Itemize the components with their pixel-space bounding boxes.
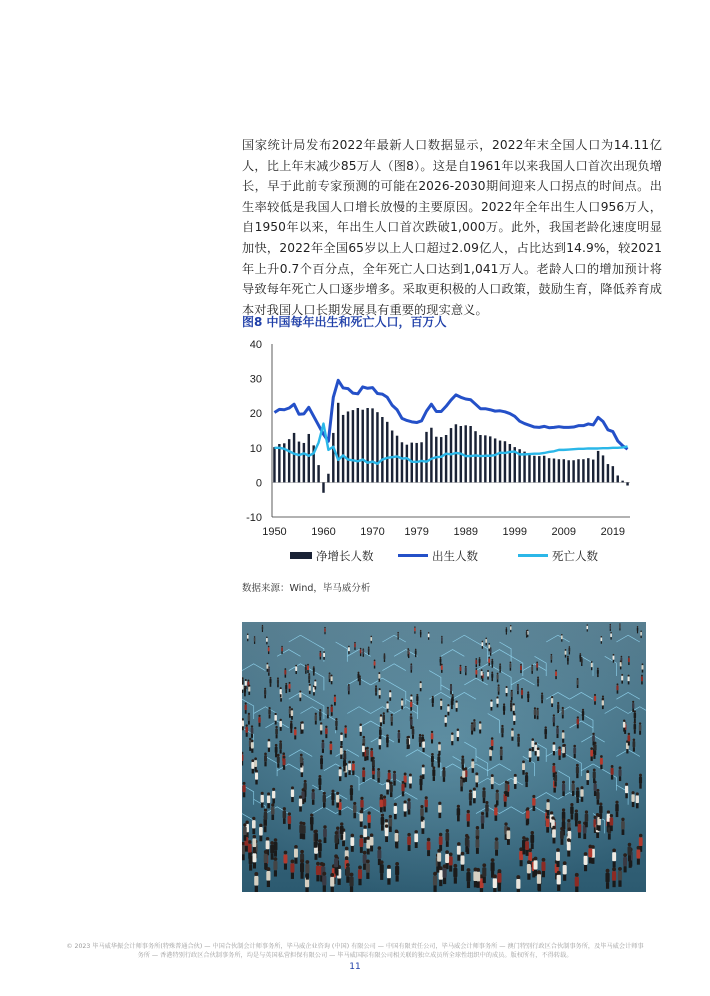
- net-growth-bar: [322, 482, 324, 492]
- net-growth-bar: [474, 431, 476, 482]
- net-growth-bar: [381, 417, 383, 482]
- net-growth-bar: [484, 435, 486, 482]
- net-growth-bar: [273, 447, 275, 482]
- x-tick-label: 1970: [360, 526, 385, 538]
- net-growth-bar: [386, 422, 388, 483]
- figure-title: 图8 中国每年出生和死亡人口，百万人: [242, 315, 447, 329]
- net-growth-bar: [612, 466, 614, 482]
- net-growth-bar: [563, 459, 565, 482]
- net-growth-bar: [538, 456, 540, 482]
- crowd-network-photo: [242, 622, 646, 892]
- net-growth-bar: [621, 481, 623, 483]
- net-growth-bar: [327, 474, 329, 483]
- net-growth-bar: [445, 435, 447, 482]
- y-tick-label: 30: [249, 373, 262, 386]
- population-chart: [230, 332, 650, 572]
- net-growth-bar: [347, 411, 349, 482]
- net-growth-bar: [425, 432, 427, 483]
- x-tick-label: 1979: [404, 526, 429, 538]
- net-growth-bar: [558, 459, 560, 482]
- net-growth-bar: [357, 408, 359, 482]
- net-growth-bar: [293, 433, 295, 482]
- net-growth-bar: [469, 426, 471, 482]
- net-growth-bar: [499, 441, 501, 483]
- net-growth-bar: [533, 456, 535, 483]
- net-growth-bar: [548, 458, 550, 482]
- copyright-footer: © 2023 毕马威华振会计师事务所(特殊普通合伙) — 中国合伙制会计师事务所，毕马威企业咨询 (中国) 有限公司 — 中国有限责任公司，毕马威会计师事务所 — 澳门特别行政区合伙制事务所，及毕马威会计师事务所 — 香港特别行政区合伙制事务所，均是与英国私营担保有限公司 — 毕马威国际有限公司相关联的独立成员所全球性组织中的成员。版权所有，不得转载。: [66, 943, 644, 959]
- net-growth-bar: [430, 428, 432, 483]
- net-growth-bar: [435, 437, 437, 483]
- data-source: 数据来源：Wind，毕马威分析: [242, 583, 371, 594]
- net-growth-bar: [278, 444, 280, 482]
- net-growth-bar: [582, 459, 584, 482]
- net-growth-bar: [298, 442, 300, 483]
- net-growth-bar: [607, 464, 609, 482]
- x-tick-label: 1950: [262, 526, 287, 538]
- net-growth-bar: [288, 439, 290, 482]
- x-tick-label: 1989: [453, 526, 478, 538]
- net-growth-bar: [626, 482, 628, 485]
- net-growth-bar: [396, 436, 398, 483]
- net-growth-bar: [504, 441, 506, 482]
- intro-paragraph: 国家统计局发布2022年最新人口数据显示，2022年末全国人口为14.11亿人，比上年末减少85万人（图8）。这是自1961年以来我国人口首次出现负增长，早于此前专家预测的可能在2026-2030期间迎来人口拐点的时间点。出生率较低是我国人口增长放慢的主要原因。2022年全年出生人口956万人，自1950年以来，年出生人口首次跌破1,000万。此外，我国老龄化速度明显加快，2022年全国65岁以上人口超过2.09亿人，占比达到14.9%，较2021年上升0.7个百分点，全年死亡人口达到1,041万人。老龄人口的增加预计将导致每年死亡人口逐步增多。采取更积极的人口政策，鼓励生育，降低养育成本对我国人口长期发展具有重要的现实意义。: [242, 138, 662, 317]
- net-growth-bar: [597, 451, 599, 482]
- net-growth-bar: [303, 443, 305, 482]
- net-growth-bar: [308, 434, 310, 482]
- x-tick-label: 1960: [311, 526, 336, 538]
- net-growth-bar: [543, 456, 545, 483]
- net-growth-bar: [592, 460, 594, 483]
- net-growth-bar: [366, 408, 368, 482]
- net-growth-bar: [602, 455, 604, 482]
- net-growth-bar: [337, 403, 339, 483]
- y-tick-label: 10: [249, 442, 262, 455]
- y-tick-label: 0: [255, 477, 262, 490]
- net-growth-bar: [464, 425, 466, 482]
- net-growth-bar: [523, 452, 525, 483]
- net-growth-bar: [494, 438, 496, 482]
- net-growth-bar: [509, 444, 511, 482]
- net-growth-bar: [342, 415, 344, 482]
- x-tick-label: 2019: [600, 526, 626, 538]
- legend-label: 出生人数: [432, 549, 478, 563]
- legend-swatch-net: [290, 552, 312, 559]
- net-growth-bar: [371, 408, 373, 482]
- x-tick-label: 1999: [502, 526, 527, 538]
- net-growth-bar: [528, 454, 530, 483]
- net-growth-bar: [376, 412, 378, 482]
- net-growth-bar: [401, 442, 403, 482]
- y-tick-label: -10: [246, 512, 262, 524]
- net-growth-bar: [567, 460, 569, 482]
- legend-label: 净增长人数: [316, 549, 374, 563]
- page-number: 11: [349, 962, 361, 972]
- net-growth-bar: [479, 435, 481, 482]
- net-growth-bar: [440, 437, 442, 482]
- net-growth-bar: [332, 433, 334, 482]
- x-tick-label: 2009: [551, 526, 577, 538]
- net-growth-bar: [587, 458, 589, 482]
- net-growth-bar: [553, 459, 555, 483]
- legend-label: 死亡人数: [552, 549, 598, 563]
- net-growth-bar: [317, 465, 319, 482]
- y-tick-label: 40: [249, 339, 262, 351]
- net-growth-bar: [362, 410, 364, 483]
- net-growth-bar: [572, 460, 574, 482]
- net-growth-bar: [406, 445, 408, 483]
- net-growth-bar: [489, 436, 491, 482]
- net-growth-bar: [352, 410, 354, 482]
- net-growth-bar: [577, 459, 579, 482]
- y-tick-label: 20: [249, 408, 262, 421]
- net-growth-bar: [617, 475, 619, 482]
